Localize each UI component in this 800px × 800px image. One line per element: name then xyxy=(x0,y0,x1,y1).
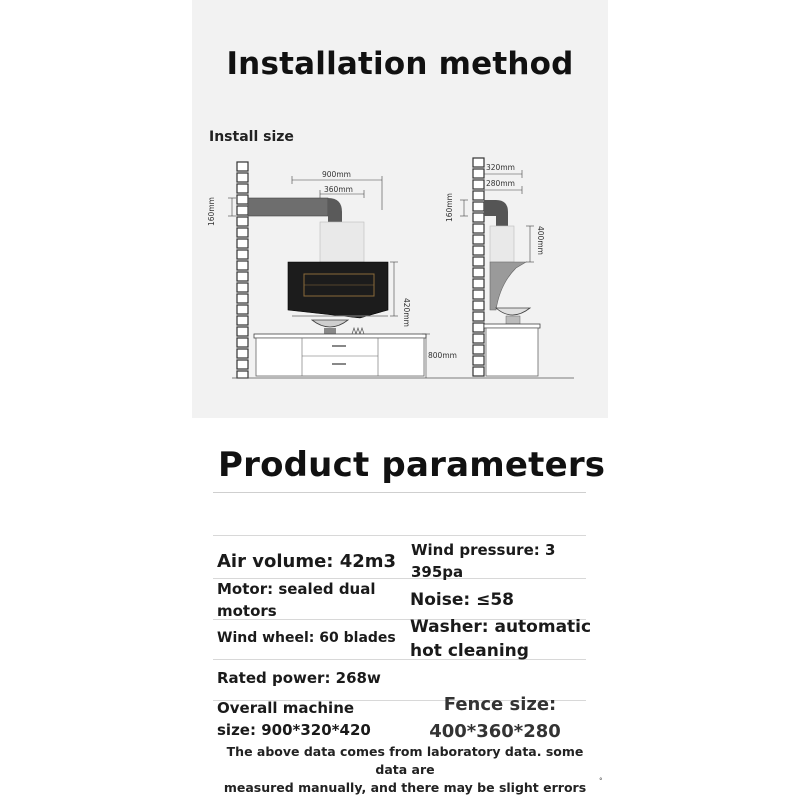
front-countertop xyxy=(254,334,426,338)
title-divider xyxy=(213,492,586,493)
wind-wheel: Wind wheel: 60 blades xyxy=(217,630,396,646)
disclaimer-line2: measured manually, and there may be slight errors xyxy=(223,780,587,796)
fence-size-value: 400*360*280 xyxy=(429,721,561,742)
wind-pressure-line1: Wind pressure: 3 xyxy=(411,541,556,559)
washer-line2: hot cleaning xyxy=(410,641,529,661)
install-size-label: Install size xyxy=(209,129,294,145)
side-hood xyxy=(490,262,526,310)
installation-diagram xyxy=(192,150,608,390)
product-parameters-title: Product parameters xyxy=(218,445,606,485)
dim-side-top-gap: 160mm xyxy=(445,193,454,222)
motor-line1: Motor: sealed dual xyxy=(217,580,376,598)
dim-side-hood-height: 400mm xyxy=(536,226,545,255)
front-wok xyxy=(312,320,348,327)
dim-duct: 360mm xyxy=(324,185,353,194)
side-duct xyxy=(484,200,508,226)
front-chimney xyxy=(320,222,364,262)
noise: Noise: ≤58 xyxy=(410,590,515,610)
front-cabinet xyxy=(256,338,424,376)
air-volume: Air volume: 42m3 xyxy=(217,551,397,572)
wind-pressure-line2: 395pa xyxy=(411,563,464,581)
disclaimer-line1: The above data comes from laboratory data. some data are xyxy=(226,744,584,778)
overall-size-line2: size: 900*320*420 xyxy=(217,721,371,739)
fence-size-label: Fence size: xyxy=(443,694,557,715)
motor-line2: motors xyxy=(217,602,277,620)
installation-panel xyxy=(192,0,608,418)
side-brick-wall xyxy=(473,158,484,376)
corner-mark: ° xyxy=(599,777,603,785)
rated-power: Rated power: 268w xyxy=(217,669,381,687)
dim-top-gap: 160mm xyxy=(207,197,216,226)
row-divider xyxy=(213,659,586,660)
range-hood xyxy=(288,262,388,318)
side-cabinet xyxy=(486,328,538,376)
row-divider xyxy=(213,535,586,536)
front-brick-wall xyxy=(237,162,248,378)
installation-title: Installation method xyxy=(226,46,574,82)
dim-side-depth: 320mm xyxy=(486,163,515,172)
dim-hood-height: 420mm xyxy=(402,298,411,327)
overall-size-line1: Overall machine xyxy=(217,699,355,717)
disclaimer xyxy=(210,743,600,797)
dim-width: 900mm xyxy=(322,170,351,179)
side-view xyxy=(445,158,545,376)
front-duct xyxy=(248,198,328,216)
washer-line1: Washer: automatic xyxy=(410,617,592,637)
dim-side-duct: 280mm xyxy=(486,179,515,188)
dim-counter-height: 800mm xyxy=(428,351,457,360)
